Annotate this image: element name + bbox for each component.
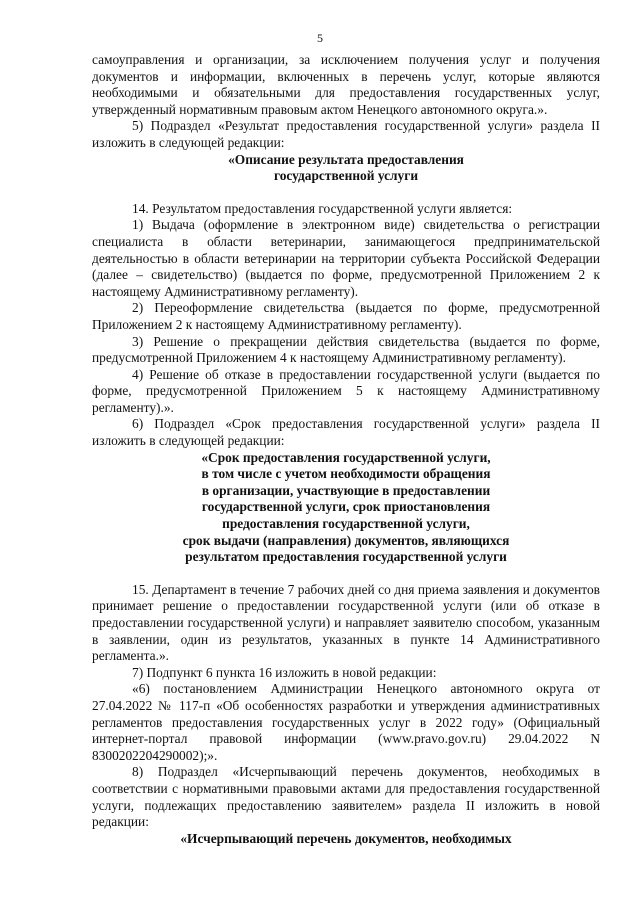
paragraph: 2) Переоформление свидетельства (выдается по форме, предусмотренной Приложением 2 к настоящему Административному регламенту). — [92, 300, 600, 332]
heading-line: предоставления государственной услуги, — [222, 516, 470, 532]
heading-line: «Исчерпывающий перечень документов, необходимых — [180, 830, 512, 846]
paragraph: 3) Решение о прекращении действия свидетельства (выдается по форме, предусмотренной Приложением 4 к настоящему Административному регламенту). — [92, 333, 600, 366]
section-heading — [92, 152, 600, 185]
document-body — [92, 52, 600, 847]
paragraph: «6) постановлением Администрации Ненецкого автономного округа от 27.04.2022 № 117-п «Об особенностях разработки и утверждения административных регламентов предоставления государственных услуг в 2022 году» (Официальный интернет-портал правовой информации (www.pravo.gov.ru) 29.04.2022 N 8300202204290002);». — [92, 681, 600, 763]
paragraph: 4) Решение об отказе в предоставлении государственной услуги (выдается по форме, предусмотренной Приложением 5 к настоящему Административному регламенту).». — [92, 366, 600, 415]
section-heading — [92, 450, 600, 566]
heading-line: срок выдачи (направления) документов, являющихся — [182, 532, 510, 548]
heading-line: «Описание результата предоставления — [228, 151, 464, 167]
heading-line: в организации, участвующие в предоставлении — [201, 482, 491, 498]
heading-line: государственной услуги, срок приостановления — [201, 499, 491, 515]
paragraph: 15. Департамент в течение 7 рабочих дней со дня приема заявления и документов принимает решение о предоставлении государственной услуги (или об отказе в предоставлении государственной услуги) и направляет заявителю способом, указанным в заявлении, один из результатов, указанных в пункте 14 Административного регламента.». — [92, 581, 600, 664]
paragraph: 8) Подраздел «Исчерпывающий перечень документов, необходимых в соответствии с нормативными правовыми актами для предоставления государственной услуги, подлежащих предоставлению заявителем» раздела II изложить в новой редакции: — [92, 764, 600, 830]
page-number: 5 — [317, 31, 323, 45]
heading-line: «Срок предоставления государственной услуги, — [201, 449, 491, 465]
paragraph: 14. Результатом предоставления государственной услуги является: — [132, 200, 513, 216]
paragraph: самоуправления и организации, за исключением получения услуг и получения документов и информации, включенных в перечень услуг, которые являются необходимыми и обязательными для предоставления государственных услуг, утвержденный нормативным правовым актом Ненецкого автономного округа.». — [92, 52, 600, 117]
section-heading — [92, 831, 600, 848]
heading-line: в том числе с учетом необходимости обращения — [201, 466, 491, 482]
heading-line: результатом предоставления государственной услуги — [185, 549, 507, 565]
heading-line: государственной услуги — [273, 168, 419, 184]
paragraph: 5) Подраздел «Результат предоставления государственной услуги» раздела II изложить в следующей редакции: — [92, 118, 600, 150]
paragraph: 6) Подраздел «Срок предоставления государственной услуги» раздела II изложить в следующей редакции: — [92, 416, 600, 449]
paragraph: 1) Выдача (оформление в электронном виде) свидетельства о регистрации специалиста в области ветеринарии, занимающегося предпринимательской деятельностью в области ветеринарии на территории субъекта Российской Федерации (далее – свидетельство) (выдается по форме, предусмотренной Приложением 2 к настоящему Административному регламенту). — [92, 217, 600, 299]
paragraph: 7) Подпункт 6 пункта 16 изложить в новой редакции: — [132, 664, 437, 680]
